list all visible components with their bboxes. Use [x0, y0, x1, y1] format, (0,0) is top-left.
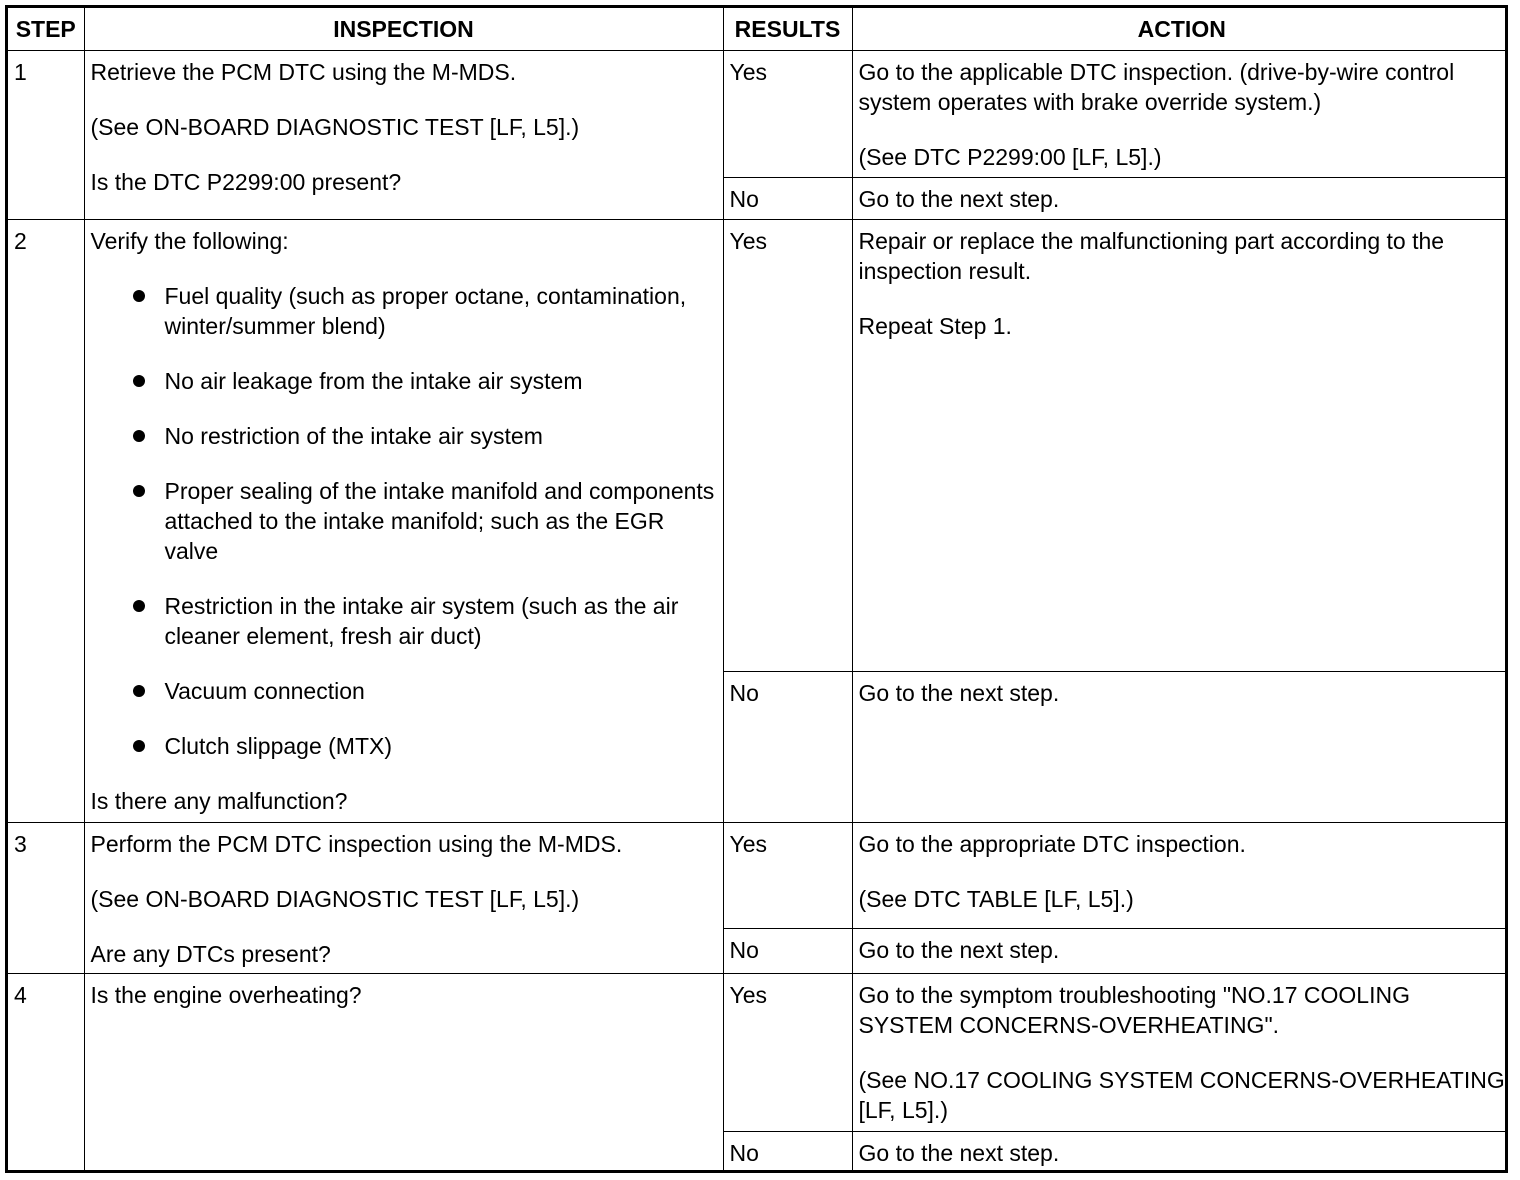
- step-inspection: [84, 822, 723, 973]
- inspection-reference-link[interactable]: (See ON-BOARD DIAGNOSTIC TEST [LF, L5].): [90, 113, 580, 140]
- inspection-question: Is the DTC P2299:00 present?: [90, 168, 402, 195]
- step-3-yes-row: [8, 822, 1508, 928]
- bullet-icon: [133, 430, 145, 442]
- header-results: RESULTS: [723, 8, 852, 50]
- list-item: Clutch slippage (MTX): [133, 731, 717, 761]
- bullet-icon: [133, 485, 145, 497]
- step-inspection: [84, 50, 723, 219]
- result-yes: Yes: [723, 973, 852, 1131]
- action-yes: [852, 973, 1508, 1131]
- action-reference-link[interactable]: (See DTC TABLE [LF, L5].): [858, 885, 1134, 912]
- action-yes: [852, 219, 1508, 671]
- action-no: Go to the next step.: [852, 671, 1508, 822]
- diagnostic-table-frame: [5, 5, 1508, 1173]
- bullet-icon: [133, 375, 145, 387]
- step-1-yes-row: [8, 50, 1508, 177]
- inspection-text: Perform the PCM DTC inspection using the M-MDS.: [90, 830, 623, 857]
- list-item: Vacuum connection: [133, 676, 717, 706]
- list-item: Restriction in the intake air system (such as the air cleaner element, fresh air duct): [133, 591, 717, 651]
- list-item: Fuel quality (such as proper octane, contamination, winter/summer blend): [133, 281, 717, 341]
- action-text: Go to the appropriate DTC inspection.: [858, 830, 1246, 857]
- step-number: 3: [8, 822, 84, 973]
- list-item: No restriction of the intake air system: [133, 421, 717, 451]
- result-no: No: [723, 671, 852, 822]
- list-item: No air leakage from the intake air system: [133, 366, 717, 396]
- step-inspection: [84, 973, 723, 1172]
- action-text: Go to the applicable DTC inspection. (drive-by-wire control system operates with brake override system.): [858, 58, 1455, 115]
- header-row: [8, 8, 1508, 50]
- header-inspection: INSPECTION: [84, 8, 723, 50]
- step-inspection: [84, 219, 723, 822]
- inspection-question: Is the engine overheating?: [90, 981, 362, 1008]
- action-yes: [852, 50, 1508, 177]
- action-text: Repeat Step 1.: [858, 312, 1012, 339]
- result-no: No: [723, 1131, 852, 1172]
- result-no: No: [723, 177, 852, 219]
- action-no: Go to the next step.: [852, 928, 1508, 973]
- step-4-yes-row: [8, 973, 1508, 1131]
- result-yes: Yes: [723, 219, 852, 671]
- step-number: 2: [8, 219, 84, 822]
- inspection-question: Are any DTCs present?: [90, 940, 331, 967]
- step-2-yes-row: [8, 219, 1508, 671]
- step-number: 1: [8, 50, 84, 219]
- result-yes: Yes: [723, 50, 852, 177]
- action-text: Go to the symptom troubleshooting "NO.17 COOLING SYSTEM CONCERNS-OVERHEATING".: [858, 981, 1410, 1038]
- action-text: Repair or replace the malfunctioning part according to the inspection result.: [858, 227, 1445, 284]
- verification-list: [91, 281, 717, 761]
- bullet-icon: [133, 740, 145, 752]
- header-action: ACTION: [852, 8, 1508, 50]
- bullet-icon: [133, 600, 145, 612]
- action-no: Go to the next step.: [852, 1131, 1508, 1172]
- inspection-text: Retrieve the PCM DTC using the M-MDS.: [90, 58, 517, 85]
- result-no: No: [723, 928, 852, 973]
- list-item: Proper sealing of the intake manifold and components attached to the intake manifold; such as the EGR valve: [133, 476, 717, 566]
- action-yes: [852, 822, 1508, 928]
- bullet-icon: [133, 290, 145, 302]
- action-reference-link[interactable]: (See NO.17 COOLING SYSTEM CONCERNS-OVERHEATING [LF, L5].): [858, 1066, 1505, 1123]
- inspection-text: Verify the following:: [90, 227, 289, 254]
- action-no: Go to the next step.: [852, 177, 1508, 219]
- diagnostic-table: [8, 8, 1508, 1173]
- bullet-icon: [133, 685, 145, 697]
- inspection-reference-link[interactable]: (See ON-BOARD DIAGNOSTIC TEST [LF, L5].): [90, 885, 580, 912]
- header-step: STEP: [8, 8, 84, 50]
- action-reference-link[interactable]: (See DTC P2299:00 [LF, L5].): [858, 143, 1162, 170]
- result-yes: Yes: [723, 822, 852, 928]
- step-number: 4: [8, 973, 84, 1172]
- inspection-question: Is there any malfunction?: [90, 787, 348, 814]
